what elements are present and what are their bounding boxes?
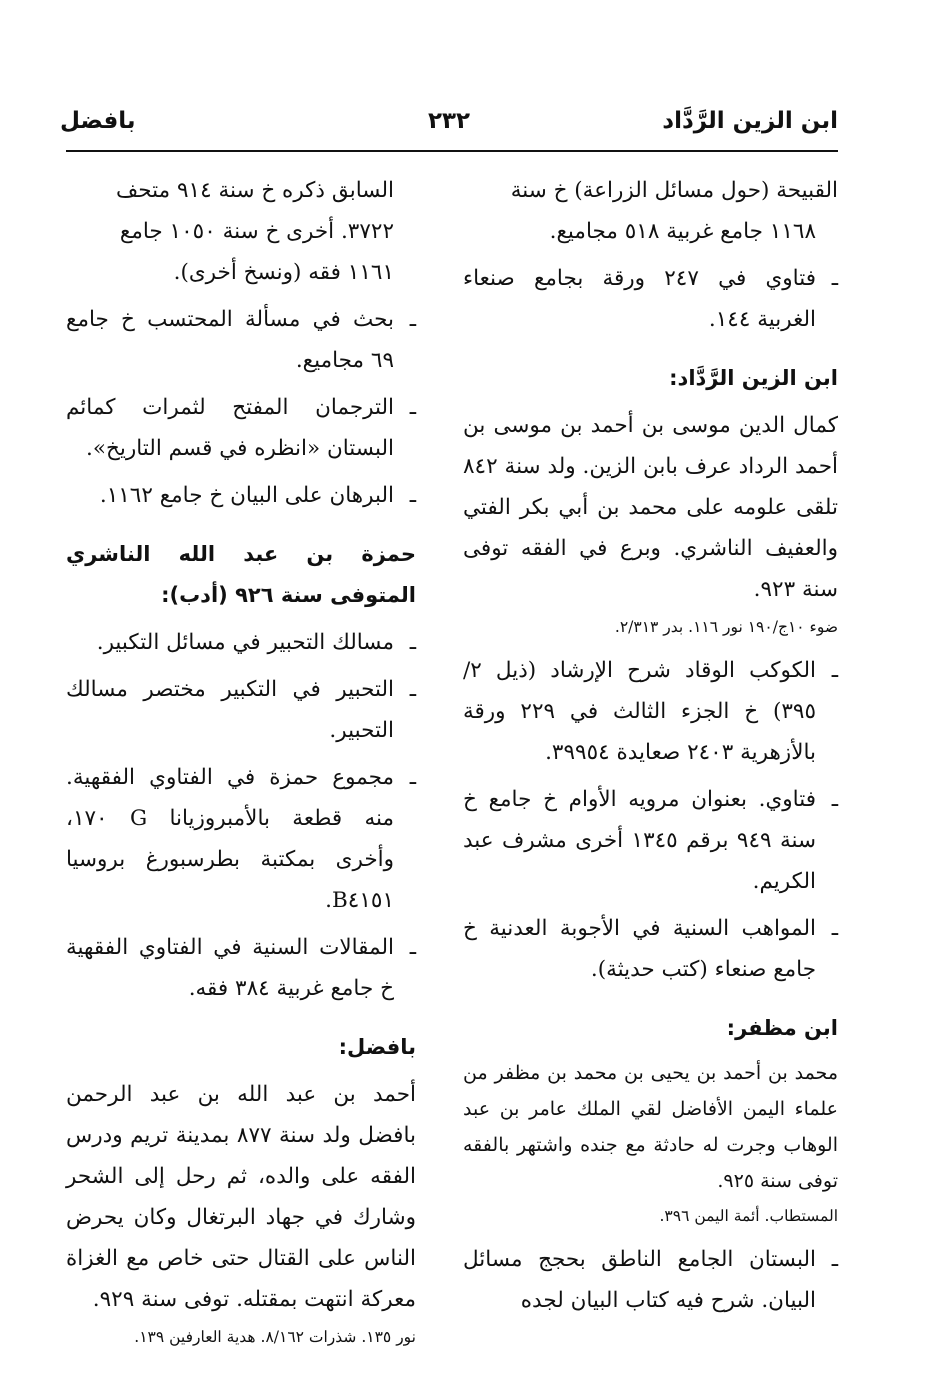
reference-line: ضوء ١٠ج/١٩٠ نور ١١٦. بدر ٢/٣١٣. — [614, 618, 838, 636]
list-item — [66, 927, 416, 1009]
page-number: ٢٣٢ — [427, 108, 471, 134]
continued-line: ٣٧٢٢. أخرى خ سنة ١٠٥٠ جامع — [119, 219, 394, 244]
list-item-text: التحبير في التكبير مختصر مسالك التحبير. — [66, 677, 394, 743]
biography: أحمد بن عبد الله بن عبد الرحمن بافضل ولد سنة ٨٧٧ بمدينة تريم ودرس الفقه على والده، ثم رحل إلى الشحر وشارك في جهاد البرتغال وكان يحرض الناس على القتال حتى خاص مع الغزاة معركة انتهت بمقتله. توفى سنة ٩٢٩. — [66, 1082, 416, 1312]
list-item-text: المواهب السنية في الأجوبة العدنية خ جامع صنعاء (كتب حديثة). — [463, 916, 816, 982]
running-title-left: بافضل — [60, 108, 136, 134]
list-dash: ـ — [409, 677, 416, 702]
list-item-text: الكوكب الوقاد شرح الإرشاد (ذيل ٢/ ٣٩٥) خ الجزء الثالث في ٢٢٩ ورقة بالأزهرية ٢٤٠٣ صعايدة ٣٩٩٥٤. — [463, 658, 816, 765]
reference-line: نور ١٣٥. شذرات ٨/١٦٢. هدية العارفين ١٣٩. — [134, 1328, 416, 1346]
left-column — [66, 170, 416, 1360]
list-item-text: مجموع حمزة في الفتاوي الفقهية. منه قطعة بالأمبروزيانا G ١٧٠، وأخرى بمكتبة بطرسبورغ بروسيا B٤١٥١. — [66, 765, 394, 913]
list-item-text: البرهان على البيان خ جامع ١١٦٢. — [99, 483, 394, 508]
list-item — [463, 1239, 838, 1321]
list-item — [66, 387, 416, 469]
biography: كمال الدين موسى بن أحمد بن موسى بن أحمد الرداد عرف بابن الزين. ولد سنة ٨٤٢ تلقى علومه على محمد بن أبي بكر الفتي والعفيف الناشري. وبرع في الفقه توفى سنة ٩٢٣. — [463, 413, 838, 602]
page-header — [60, 108, 838, 152]
continued-line: ١١٦١ فقه (ونسخ أخرى). — [173, 260, 394, 285]
header-rule — [66, 150, 838, 152]
list-item — [66, 622, 416, 663]
list-item-text: فتاوي في ٢٤٧ ورقة بجامع صنعاء الغربية ١٤٤. — [463, 266, 816, 332]
list-item-text: بحث في مسألة المحتسب خ جامع ٦٩ مجاميع. — [66, 307, 394, 373]
list-dash: ـ — [831, 787, 838, 812]
list-dash: ـ — [409, 395, 416, 420]
section-heading: ابن الزين الرَّدَّاد: — [669, 366, 838, 390]
list-item-text: مسالك التحبير في مسائل التكبير. — [96, 630, 394, 655]
list-dash: ـ — [409, 765, 416, 790]
list-item — [66, 475, 416, 516]
list-item — [66, 757, 416, 921]
list-dash: ـ — [831, 1247, 838, 1272]
list-item — [463, 908, 838, 990]
list-item — [463, 258, 838, 340]
continued-line: ١١٦٨ جامع غربية ٥١٨ مجاميع. — [549, 219, 816, 244]
continued-line: السابق ذكره خ سنة ٩١٤ متحف — [116, 178, 394, 203]
list-item-text: فتاوي. بعنوان مرويه الأوام خ جامع خ سنة ٩٤٩ برقم ١٣٤٥ أخرى مشرف عبد الكريم. — [463, 787, 816, 894]
list-item — [66, 299, 416, 381]
list-dash: ـ — [831, 658, 838, 683]
running-title-right: ابن الزين الرَّدَّاد — [662, 108, 838, 134]
list-item — [66, 669, 416, 751]
list-dash: ـ — [409, 307, 416, 332]
biography: محمد بن أحمد بن يحيى بن محمد بن مظفر من علماء اليمن الأفاضل لقي الملك عامر بن عبد الوهاب وجرت له حادثة مع جنده واشتهر بالفقه توفى سنة ٩٢٥. — [463, 1062, 838, 1192]
reference-line: المستطاب. أئمة اليمن ٣٩٦. — [659, 1207, 838, 1225]
list-dash: ـ — [409, 935, 416, 960]
right-column — [463, 170, 838, 1327]
list-item — [463, 779, 838, 902]
list-item-text: البستان الجامع الناطق بحجج مسائل البيان. شرح فيه كتاب البيان لجده — [463, 1247, 816, 1313]
list-dash: ـ — [831, 916, 838, 941]
list-dash: ـ — [409, 483, 416, 508]
section-heading: ابن مظفر: — [726, 1016, 838, 1040]
list-item-text: الترجمان المفتح لثمرات كمائم البستان «انظره في قسم التاريخ». — [66, 395, 394, 461]
list-item-text: المقالات السنية في الفتاوي الفقهية خ جامع غربية ٣٨٤ فقه. — [66, 935, 394, 1001]
list-dash: ـ — [409, 630, 416, 655]
list-item — [463, 650, 838, 773]
section-heading: بافضل: — [338, 1035, 416, 1059]
section-heading: حمزة بن عبد الله الناشري المتوفى سنة ٩٢٦ (أدب): — [66, 542, 416, 607]
list-dash: ـ — [831, 266, 838, 291]
continued-line: القبيحة (حول مسائل الزراعة) خ سنة — [510, 178, 838, 203]
